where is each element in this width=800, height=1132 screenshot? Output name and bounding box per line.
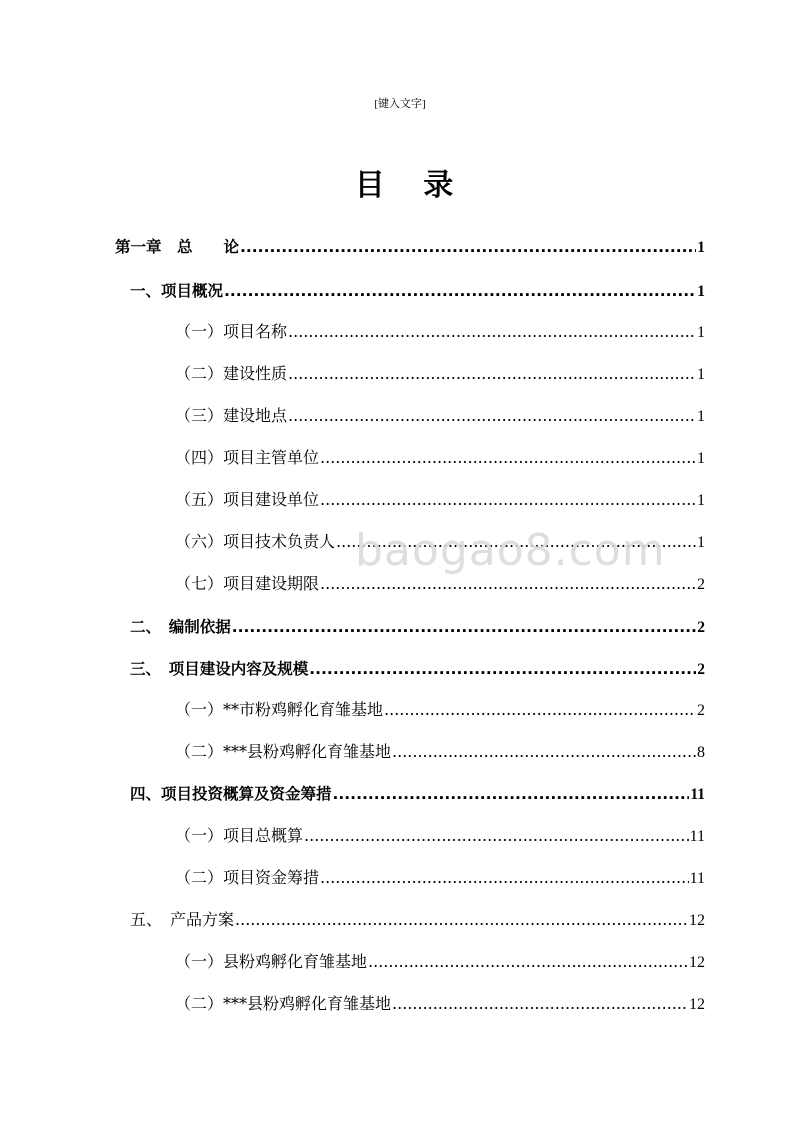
toc-entry-subsection[interactable] <box>175 362 705 386</box>
toc-entry-subsection[interactable] <box>175 950 705 974</box>
toc-entry-label: 四、项目投资概算及资金筹措 <box>130 785 332 803</box>
toc-entry-page: 11 <box>690 786 705 803</box>
toc-dot-leader <box>384 698 696 722</box>
toc-dot-leader <box>336 530 696 554</box>
toc-entry-page: 11 <box>689 870 705 887</box>
toc-entry-section-5[interactable] <box>130 908 705 932</box>
toc-dot-leader <box>392 740 696 764</box>
toc-entry-page: 8 <box>697 744 705 761</box>
toc-entry-page: 12 <box>689 996 705 1013</box>
toc-entry-page: 1 <box>697 408 705 425</box>
toc-entry-page: 2 <box>697 661 705 678</box>
toc-dot-leader <box>333 782 690 806</box>
page-header-note: [键入文字] <box>374 98 426 110</box>
toc-dot-leader <box>240 235 696 259</box>
toc-dot-leader <box>320 572 696 596</box>
toc-entry-label: （二）***县粉鸡孵化育雏基地 <box>175 742 392 761</box>
toc-dot-leader <box>309 657 696 681</box>
watermark-text: baogao8.com <box>355 525 666 576</box>
toc-entry-page: 1 <box>697 534 705 551</box>
toc-entry-subsection[interactable] <box>175 824 705 848</box>
toc-dot-leader <box>224 279 696 303</box>
toc-entry-label: 第一章 总 论 <box>115 238 240 256</box>
toc-dot-leader <box>368 950 688 974</box>
toc-entry-page: 1 <box>697 492 705 509</box>
toc-entry-subsection[interactable] <box>175 698 705 722</box>
toc-dot-leader <box>288 362 696 386</box>
toc-entry-page: 12 <box>689 954 705 971</box>
toc-dot-leader <box>320 488 696 512</box>
toc-entry-chapter-1[interactable] <box>115 235 705 259</box>
toc-entry-label: 二、 编制依据 <box>130 618 231 636</box>
toc-entry-label: 三、 项目建设内容及规模 <box>130 660 309 678</box>
toc-entry-subsection[interactable] <box>175 866 705 890</box>
toc-entry-section-1[interactable] <box>130 279 705 303</box>
toc-entry-label: （三）建设地点 <box>175 406 288 425</box>
toc-entry-section-4[interactable] <box>130 782 705 806</box>
toc-dot-leader <box>304 824 689 848</box>
toc-entry-page: 1 <box>697 450 705 467</box>
toc-entry-page: 1 <box>697 239 705 256</box>
toc-entry-label: （二）***县粉鸡孵化育雏基地 <box>175 994 392 1013</box>
toc-entry-page: 2 <box>697 619 705 636</box>
toc-entry-page: 11 <box>689 828 705 845</box>
toc-entry-subsection[interactable] <box>175 320 705 344</box>
toc-dot-leader <box>288 320 696 344</box>
toc-entry-section-2[interactable] <box>130 615 705 639</box>
toc-dot-leader <box>392 992 688 1016</box>
toc-dot-leader <box>232 615 696 639</box>
toc-entry-subsection[interactable] <box>175 446 705 470</box>
toc-entry-label: （五）项目建设单位 <box>175 490 320 509</box>
toc-entry-label: （一）项目名称 <box>175 322 288 341</box>
toc-entry-label: （二）项目资金筹措 <box>175 868 320 887</box>
toc-entry-label: （四）项目主管单位 <box>175 448 320 467</box>
toc-dot-leader <box>235 908 688 932</box>
toc-entry-page: 1 <box>697 283 705 300</box>
page-title: 目 录 <box>354 168 468 203</box>
toc-dot-leader <box>320 446 696 470</box>
toc-entry-label: （一）项目总概算 <box>175 826 304 845</box>
toc-entry-label: （一）**市粉鸡孵化育雏基地 <box>175 700 384 719</box>
toc-entry-page: 1 <box>697 324 705 341</box>
toc-entry-subsection[interactable] <box>175 488 705 512</box>
toc-entry-subsection[interactable] <box>175 740 705 764</box>
toc-entry-subsection[interactable] <box>175 404 705 428</box>
toc-entry-page: 2 <box>697 576 705 593</box>
toc-entry-subsection[interactable] <box>175 572 705 596</box>
toc-dot-leader <box>288 404 696 428</box>
toc-entry-label: （六）项目技术负责人 <box>175 532 336 551</box>
toc-entry-section-3[interactable] <box>130 657 705 681</box>
toc-entry-label: （一）县粉鸡孵化育雏基地 <box>175 952 368 971</box>
toc-entry-label: （七）项目建设期限 <box>175 574 320 593</box>
toc-entry-page: 1 <box>697 366 705 383</box>
toc-dot-leader <box>320 866 689 890</box>
toc-entry-page: 2 <box>697 702 705 719</box>
toc-entry-subsection[interactable] <box>175 530 705 554</box>
toc-entry-label: 五、 产品方案 <box>130 910 235 929</box>
toc-entry-label: （二）建设性质 <box>175 364 288 383</box>
toc-entry-subsection[interactable] <box>175 992 705 1016</box>
toc-entry-label: 一、项目概况 <box>130 282 224 300</box>
toc-entry-page: 12 <box>689 912 705 929</box>
